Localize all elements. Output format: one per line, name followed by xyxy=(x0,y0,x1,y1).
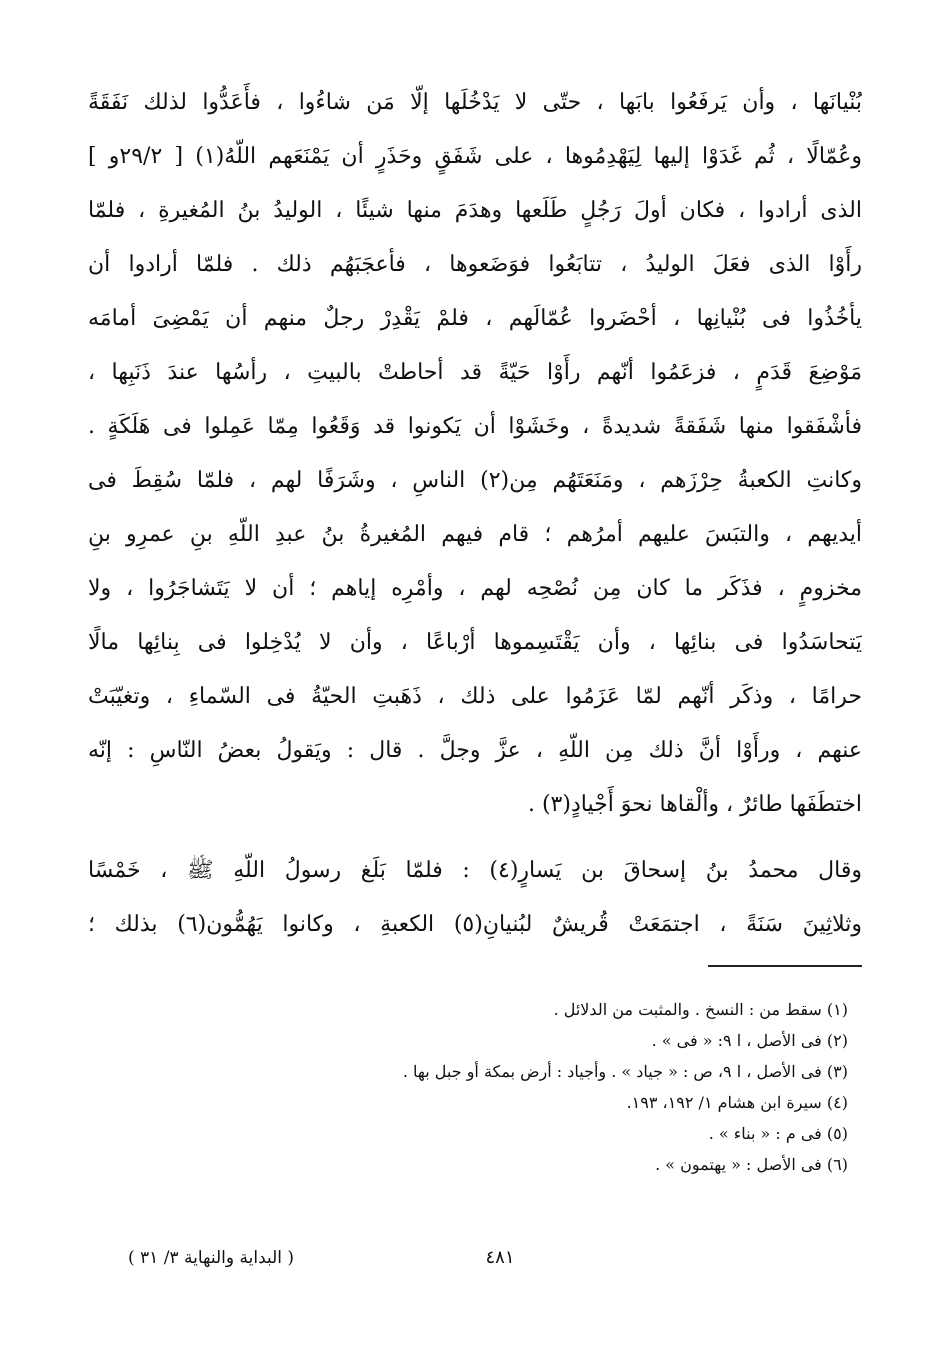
footnote: (٤) سيرة ابن هشام ١/ ١٩٢، ١٩٣. xyxy=(626,1093,848,1112)
footnote: (٥) فى م : « بناء » . xyxy=(708,1124,848,1143)
text-line: وعُمّالًا ، ثُم غَدَوْا إليها لِيَهْدِمُوها ، على شَفَقٍ وحَذَرٍ أن يَمْنَعَهم اللّهُ(١) [ ٢٩/٢و ] xyxy=(88,144,862,169)
text-line: يأخُذُوا فى بُنْيانِها ، أحْضَروا عُمّالَهم ، فلمْ يَقْدِرْ رجلٌ منهم أن يَمْضِىَ أمامَه xyxy=(88,306,862,331)
page-number: ٤٨١ xyxy=(485,1247,515,1268)
text-line: بُنْيانَها ، وأن يَرفَعُوا بابَها ، حتّى لا يَدْخُلَها إلّا مَن شاءُوا ، فأَعَدُّوا لذلك نَفَقَةً xyxy=(88,90,862,115)
text-line: وكانتِ الكعبةُ حِرْزَهم ، ومَنَعَتَهُم مِن(٢) الناسِ ، وشَرَفًا لهم ، فلمّا سُقِطَ فى xyxy=(88,468,862,493)
text-line: وقال محمدُ بنُ إسحاقَ بن يَسارٍ(٤) : فلمّا بَلَغ رسولُ اللّهِ ﷺ ، خَمْسًا xyxy=(88,858,862,883)
text-line: مَوْضِعَ قَدَمٍ ، فزعَمُوا أنّهم رأَوْا حَيّةً قد أحاطتْ بالبيتِ ، رأسُها عندَ ذَنَبِها ، xyxy=(88,360,862,385)
text-line: عنهم ، ورأَوْا أنَّ ذلك مِن اللّهِ ، عزَّ وجلَّ . قال : ويَقولُ بعضُ النّاسِ : إنّه xyxy=(88,738,862,763)
footnotes xyxy=(300,994,848,1180)
text-line: الذى أرادوا ، فكان أولَ رَجُلٍ طَلَعها وهدَمَ منها شيئًا ، الوليدُ بنُ المُغيرةِ ، فلمّا xyxy=(88,198,862,223)
text-line: مخزومٍ ، فذَكَر ما كان مِن نُصْحِه لهم ، وأمْرِه إياهم ؛ أن لا يَتَشاجَرُوا ، ولا xyxy=(88,576,862,601)
footnote-separator xyxy=(708,965,862,967)
book-reference: ( البداية والنهاية ٣/ ٣١ ) xyxy=(128,1248,295,1268)
text-line: اختطَفَها طائرٌ ، وألْقاها نحوَ أَجْيادٍ(٣) . xyxy=(527,792,862,817)
footnote: (٦) فى الأصل : « يهتمون » . xyxy=(655,1155,848,1174)
text-line: حرامًا ، وذكَر أنّهم لمّا عَزَمُوا على ذلك ، ذَهَبتِ الحيّةُ فى السّماءِ ، وتغيّبَتْ xyxy=(88,684,862,709)
text-line: يَتحاسَدُوا فى بنائِها ، وأن يَقْتَسِموها أرْباعًا ، وأن لا يُدْخِلوا فى بِنائِها مالًا xyxy=(88,630,862,655)
text-line: وثلاثِينَ سَنَةً ، اجتمَعَتْ قُريشٌ لبُنيانِ(٥) الكعبةِ ، وكانوا يَهُمُّون(٦) بذلك ؛ xyxy=(88,912,862,937)
main-text xyxy=(88,76,862,952)
text-line: رأَوْا الذى فعَلَ الوليدُ ، تتابَعُوا فوَضَعوها ، فأعجَبَهُم ذلك . فلمّا أرادوا أن xyxy=(88,252,862,277)
text-line: فأشْفَقوا منها شَفَقةً شديدةً ، وخَشَوْا أن يَكونوا قد وَقَعُوا مِمّا عَمِلوا فى هَلَكَةٍ . xyxy=(88,414,862,439)
text-line: أيديهم ، والتبَسَ عليهم أمرُهم ؛ قام فيهم المُغيرةُ بنُ عبدِ اللّهِ بنِ عمرِو بنِ xyxy=(88,522,862,547)
footnote: (٢) فى الأصل ، ا ٩: « فى » . xyxy=(651,1031,848,1050)
footnote: (١) سقط من : النسخ . والمثبت من الدلائل . xyxy=(553,1000,848,1019)
footnote: (٣) فى الأصل ، ا ٩، ص : « جياد » . وأجياد : أرض بمكة أو جبل بها . xyxy=(402,1062,848,1081)
page-footer xyxy=(100,1238,860,1278)
